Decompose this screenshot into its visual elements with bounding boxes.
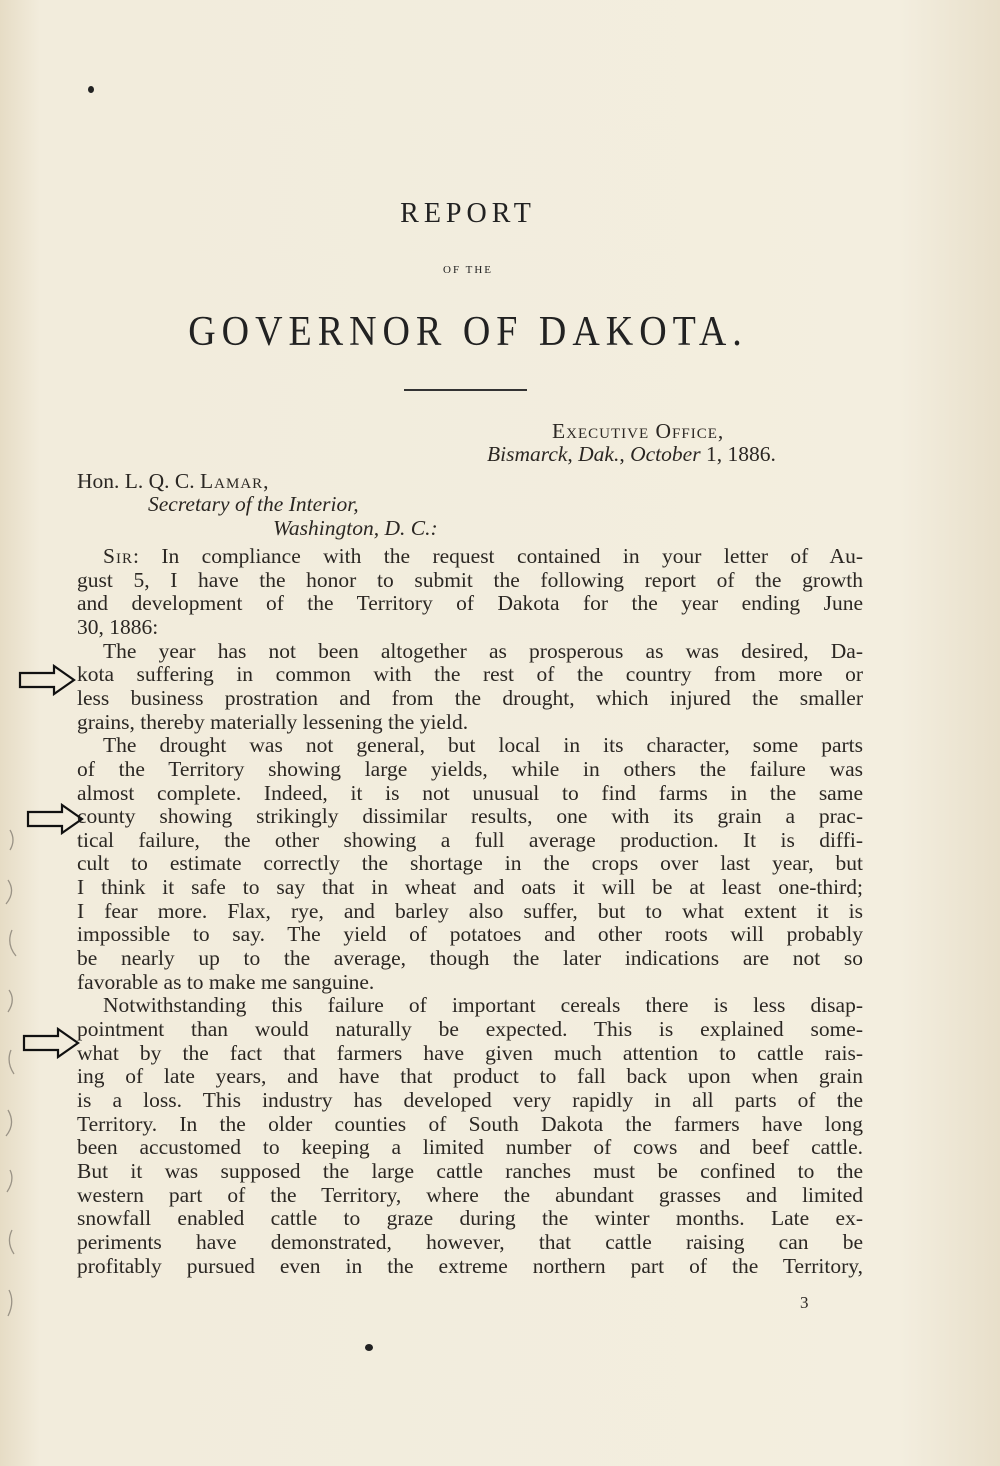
body-text-line: impossible to say. The yield of potatoes and other roots will probably: [77, 922, 863, 946]
page-number: 3: [800, 1293, 809, 1312]
body-text-line: gust 5, I have the honor to submit the following report of the growth: [77, 568, 863, 592]
body-text-line: almost complete. Indeed, it is not unusual to find farms in the same: [77, 781, 863, 805]
address-title: Secretary of the Interior,: [148, 492, 359, 516]
body-text-line: profitably pursued even in the extreme northern part of the Territory,: [77, 1254, 863, 1278]
address-location: Washington, D. C.:: [273, 516, 438, 540]
body-text-line: western part of the Territory, where the abundant grasses and limited: [77, 1183, 863, 1207]
pointing-arrow-icon: [26, 803, 84, 835]
body-text-line: ing of late years, and have that product to fall back upon when grain: [77, 1064, 863, 1088]
of-the-subheading: OF THE: [443, 264, 493, 276]
ink-dot-bottom: [365, 1344, 373, 1351]
body-text-line: pointment than would naturally be expected. This is explained some-: [77, 1017, 863, 1041]
governor-heading: GOVERNOR OF DAKOTA.: [188, 308, 748, 356]
body-text-line: been accustomed to keeping a limited number of cows and beef cattle.: [77, 1135, 863, 1159]
body-text-line: Territory. In the older counties of South Dakota the farmers have long: [77, 1112, 863, 1136]
pointing-arrow-icon: [18, 664, 76, 696]
ink-dot-top: [88, 86, 94, 93]
dateline-place-date: Bismarck, Dak., October 1, 1886.: [487, 442, 776, 466]
body-text-line: tical failure, the other showing a full average production. It is diffi-: [77, 828, 863, 852]
body-text-line: Sir: In compliance with the request contained in your letter of Au-: [103, 544, 863, 568]
margin-pencil-marks: [0, 820, 22, 1340]
body-text-line: periments have demonstrated, however, that cattle raising can be: [77, 1230, 863, 1254]
body-text-line: favorable as to make me sanguine.: [77, 970, 375, 994]
body-text-line: what by the fact that farmers have given much attention to cattle rais-: [77, 1041, 863, 1065]
body-text-line: But it was supposed the large cattle ranches must be confined to the: [77, 1159, 863, 1183]
body-text-line: The year has not been altogether as prosperous as was desired, Da-: [103, 639, 863, 663]
body-text-line: kota suffering in common with the rest of the country from more or: [77, 662, 863, 686]
heading-rule: [404, 389, 527, 391]
dateline-office: Executive Office,: [552, 419, 725, 443]
pointing-arrow-icon: [22, 1027, 80, 1059]
body-text-line: 30, 1886:: [77, 615, 159, 639]
body-text-line: snowfall enabled cattle to graze during the winter months. Late ex-: [77, 1206, 863, 1230]
body-text-line: I think it safe to say that in wheat and oats it will be at least one-third;: [77, 875, 863, 899]
body-text-line: cult to estimate correctly the shortage in the crops over last year, but: [77, 851, 863, 875]
body-text-line: is a loss. This industry has developed very rapidly in all parts of the: [77, 1088, 863, 1112]
body-text-line: I fear more. Flax, rye, and barley also suffer, but to what extent it is: [77, 899, 863, 923]
body-text-line: Notwithstanding this failure of important cereals there is less disap-: [103, 993, 863, 1017]
body-text-line: of the Territory showing large yields, while in others the failure was: [77, 757, 863, 781]
body-text-line: county showing strikingly dissimilar results, one with its grain a prac-: [77, 804, 863, 828]
body-text-line: and development of the Territory of Dakota for the year ending June: [77, 591, 863, 615]
body-text-line: The drought was not general, but local in its character, some parts: [103, 733, 863, 757]
report-heading: REPORT: [400, 198, 536, 229]
body-text-line: grains, thereby materially lessening the yield.: [77, 710, 469, 734]
body-text-line: be nearly up to the average, though the later indications are not so: [77, 946, 863, 970]
body-text-line: less business prostration and from the drought, which injured the smaller: [77, 686, 863, 710]
address-name: Hon. L. Q. C. Lamar,: [77, 469, 270, 493]
